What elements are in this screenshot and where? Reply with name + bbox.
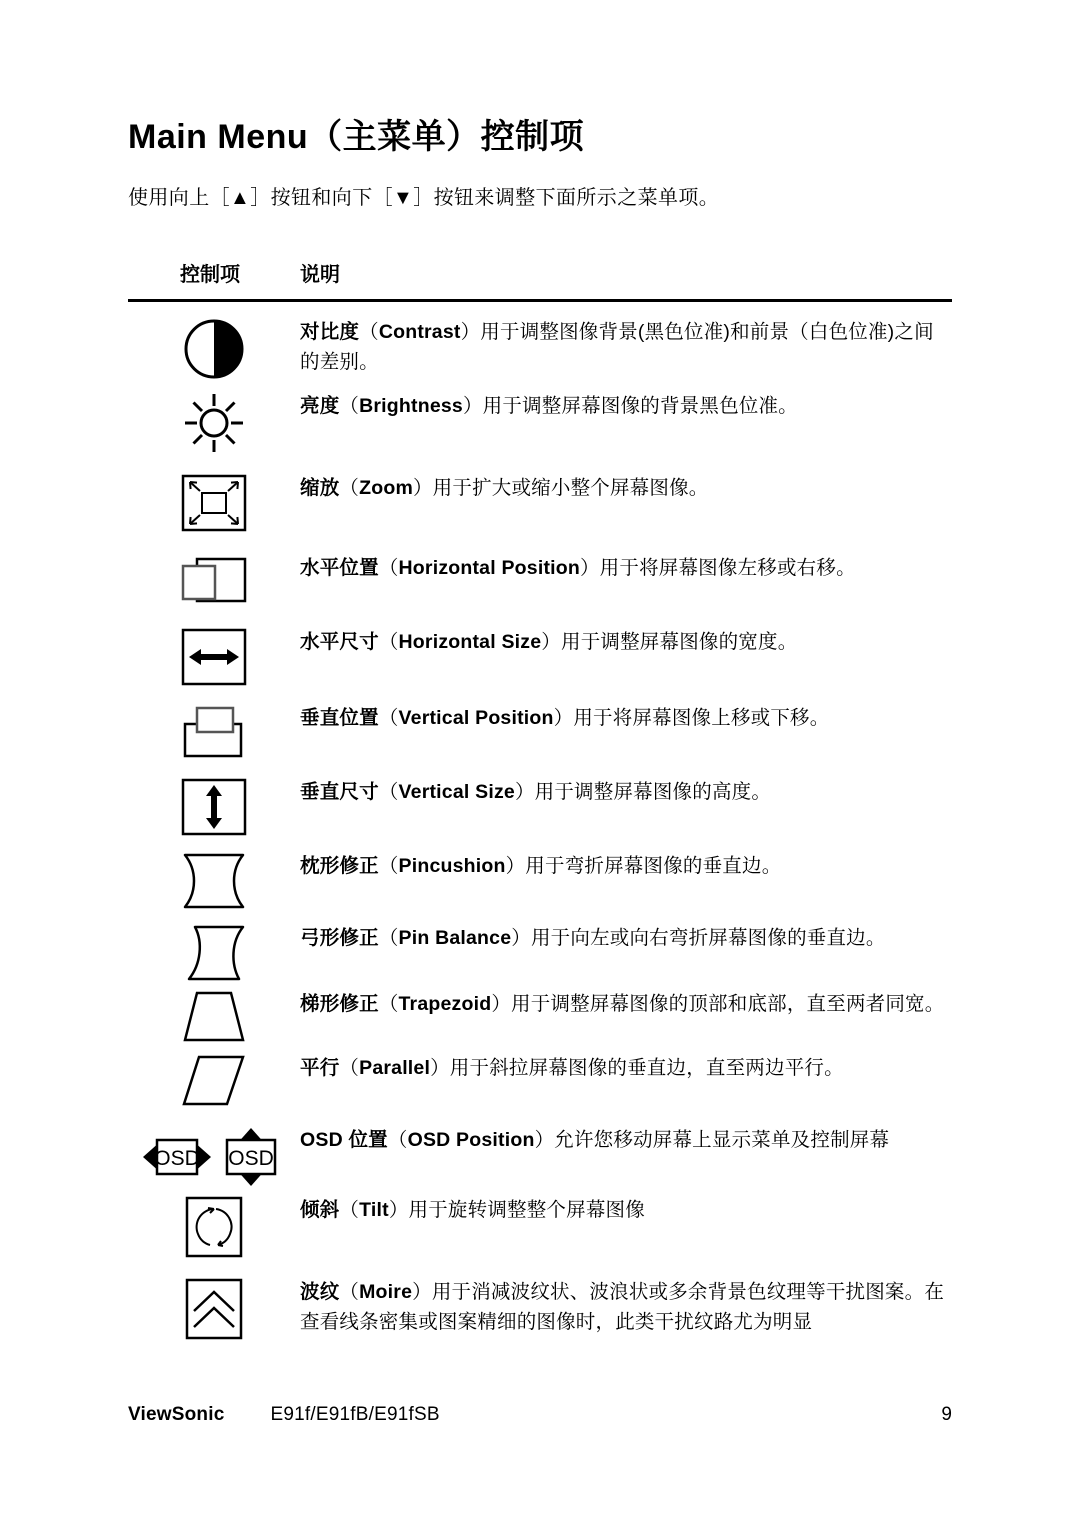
row-description: 波纹（Moire）用于消减波纹状、波浪状或多余背景色纹理等干扰图案。在查看线条密集或图案精细的图像时，此类干扰纹路尤为明显 (300, 1281, 945, 1333)
table-row (128, 1276, 952, 1340)
row-description: 水平位置（Horizontal Position）用于将屏幕图像左移或右移。 (300, 557, 856, 580)
trapezoid-icon (181, 990, 247, 1044)
footer-brand: ViewSonic (128, 1404, 225, 1425)
footer-model: E91f/E91fB/E91fSB (270, 1404, 440, 1425)
row-description: 倾斜（Tilt）用于旋转调整整个屏幕图像 (300, 1199, 645, 1222)
osd-position-icon (141, 1126, 287, 1188)
horizontal-position-icon (179, 554, 249, 610)
contrast-icon (183, 318, 245, 380)
page-footer (128, 1404, 952, 1426)
vertical-size-icon (181, 778, 247, 836)
table-row (128, 988, 952, 1044)
icon-cell (128, 1276, 300, 1340)
row-description: OSD 位置（OSD Position）允许您移动屏幕上显示菜单及控制屏幕 (300, 1129, 890, 1152)
moire-icon (185, 1278, 243, 1340)
table-row (128, 1194, 952, 1258)
table-header (128, 210, 952, 287)
footer-page-number: 9 (941, 1404, 952, 1425)
table-row (128, 702, 952, 760)
icon-cell (128, 922, 300, 982)
row-description: 垂直尺寸（Vertical Size）用于调整屏幕图像的高度。 (300, 781, 772, 804)
table-row (128, 552, 952, 610)
icon-cell (128, 988, 300, 1044)
horizontal-size-icon (181, 628, 247, 686)
table-row (128, 850, 952, 910)
row-description: 亮度（Brightness）用于调整屏幕图像的背景黑色位准。 (300, 395, 798, 418)
row-description: 枕形修正（Pincushion）用于弯折屏幕图像的垂直边。 (300, 855, 782, 878)
column-header-description: 说明 (300, 264, 340, 287)
zoom-icon (181, 474, 247, 532)
table-row (128, 390, 952, 454)
icon-cell (128, 552, 300, 610)
table-row (128, 922, 952, 982)
icon-cell (128, 850, 300, 910)
header-divider (128, 299, 952, 302)
row-description: 水平尺寸（Horizontal Size）用于调整屏幕图像的宽度。 (300, 631, 798, 654)
row-description: 垂直位置（Vertical Position）用于将屏幕图像上移或下移。 (300, 707, 830, 730)
intro-paragraph: 使用向上［▲］按钮和向下［▼］按钮来调整下面所示之菜单项。 (128, 187, 720, 210)
vertical-position-icon (179, 704, 249, 760)
table-row (128, 626, 952, 686)
parallel-icon (181, 1054, 247, 1108)
icon-cell (128, 776, 300, 836)
pincushion-icon (181, 852, 247, 910)
row-description: 对比度（Contrast）用于调整图像背景(黑色位准)和前景（白色位准)之间的差别。 (300, 321, 934, 373)
brightness-icon (183, 392, 245, 454)
svg-text:OSD: OSD (154, 1147, 200, 1171)
icon-cell (128, 472, 300, 532)
table-row (128, 472, 952, 532)
control-list (128, 316, 952, 1340)
row-description: 缩放（Zoom）用于扩大或缩小整个屏幕图像。 (300, 477, 709, 500)
svg-text:OSD: OSD (228, 1147, 274, 1171)
icon-cell (128, 390, 300, 454)
icon-cell (128, 702, 300, 760)
row-description: 梯形修正（Trapezoid）用于调整屏幕图像的顶部和底部，直至两者同宽。 (300, 993, 945, 1016)
icon-cell (128, 1194, 300, 1258)
icon-cell (128, 316, 300, 380)
page-content (128, 0, 952, 1344)
tilt-icon (185, 1196, 243, 1258)
row-description: 平行（Parallel）用于斜拉屏幕图像的垂直边，直至两边平行。 (300, 1057, 844, 1080)
icon-cell (128, 1052, 300, 1108)
page-title: Main Menu（主菜单）控制项 (128, 118, 585, 156)
table-row (128, 316, 952, 380)
table-row (128, 1124, 952, 1188)
row-description: 弓形修正（Pin Balance）用于向左或向右弯折屏幕图像的垂直边。 (300, 927, 886, 950)
column-header-control: 控制项 (180, 264, 240, 287)
pin-balance-icon (181, 924, 247, 982)
icon-cell (128, 1124, 300, 1188)
table-row (128, 1052, 952, 1108)
table-row (128, 776, 952, 836)
icon-cell (128, 626, 300, 686)
